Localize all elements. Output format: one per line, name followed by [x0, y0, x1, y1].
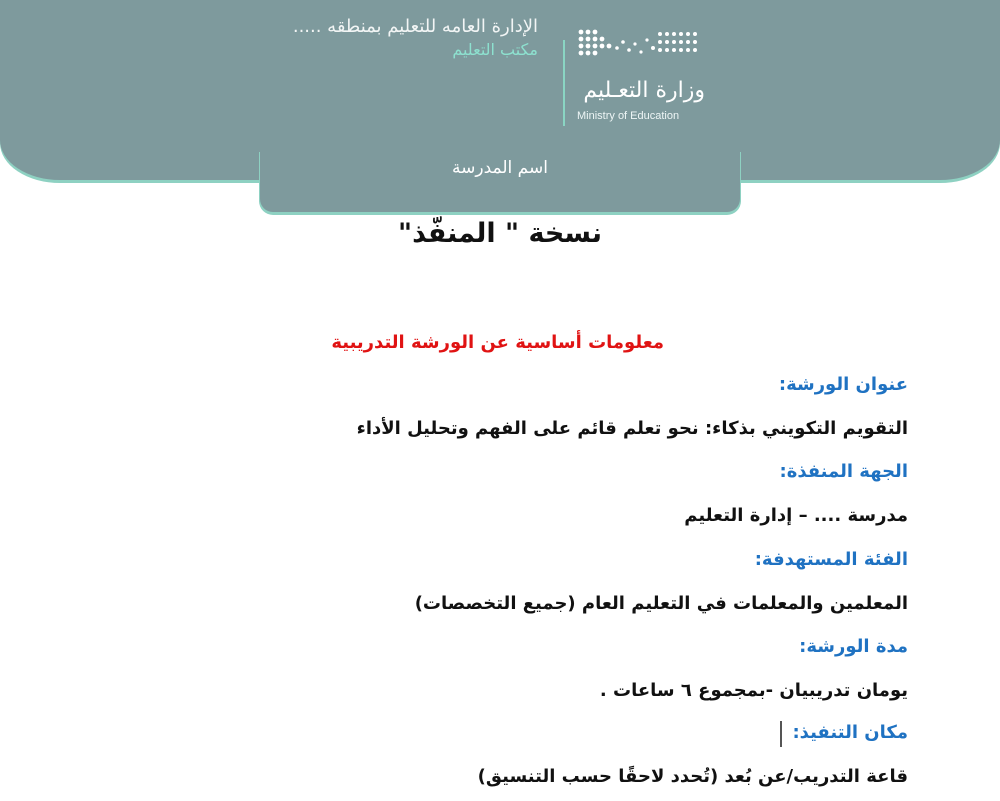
field-label-location: مكان التنفيذ: — [792, 722, 908, 743]
copy-title: نسخة " المنفّذ" — [398, 218, 602, 249]
header-divider — [563, 40, 565, 126]
text-cursor[interactable] — [780, 721, 782, 747]
header-office-line: مكتب التعليم — [452, 40, 538, 59]
section-title: معلومات أساسية عن الورشة التدريبية — [331, 332, 664, 353]
ministry-logo — [575, 28, 705, 128]
school-name: اسم المدرسة — [452, 158, 548, 178]
school-name-box — [259, 152, 741, 213]
field-label-duration: مدة الورشة: — [799, 636, 908, 657]
ministry-logo-dots-icon — [577, 28, 703, 64]
ministry-logo-english-text: Ministry of Education — [577, 110, 680, 122]
field-value-workshop-title: التقويم التكويني بذكاء: نحو تعلم قائم على الفهم وتحليل الأداء — [356, 418, 908, 439]
field-value-target-group: المعلمين والمعلمات في التعليم العام (جميع التخصصات) — [414, 593, 908, 614]
ministry-logo-arabic-text: وزارة التعـليم — [583, 78, 705, 103]
field-value-duration: يومان تدريبيان -بمجموع ٦ ساعات . — [599, 680, 908, 701]
header-directorate-line: الإدارة العامه للتعليم بمنطقه ..... — [292, 16, 538, 37]
field-label-target-group: الفئة المستهدفة: — [754, 549, 908, 570]
field-label-implementing-body: الجهة المنفذة: — [779, 461, 908, 482]
field-value-implementing-body: مدرسة .... – إدارة التعليم — [684, 505, 908, 526]
field-value-location: قاعة التدريب/عن بُعد (تُحدد لاحقًا حسب التنسيق) — [477, 766, 908, 787]
field-label-workshop-title: عنوان الورشة: — [778, 374, 908, 395]
